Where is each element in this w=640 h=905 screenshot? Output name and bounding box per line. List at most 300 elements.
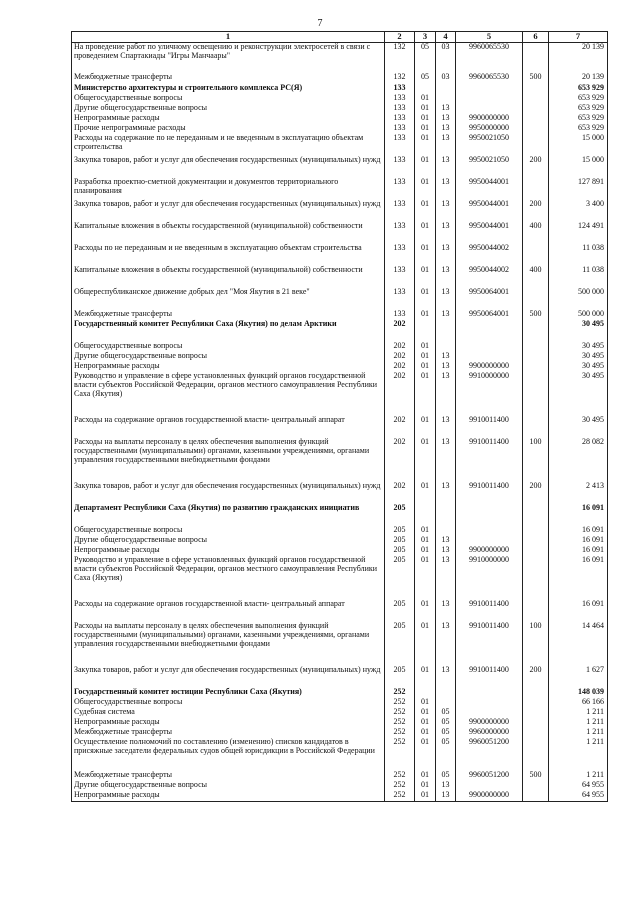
cell-c4: 05 — [436, 728, 456, 738]
cell-c4 — [436, 688, 456, 698]
cell-c3: 01 — [415, 372, 436, 416]
cell-c3: 01 — [415, 698, 436, 708]
row-label: Межбюджетные трансферты — [72, 771, 385, 781]
cell-c3: 01 — [415, 178, 436, 200]
cell-c4: 05 — [436, 718, 456, 728]
cell-c3: 01 — [415, 266, 436, 288]
cell-c6 — [523, 362, 549, 372]
cell-c3: 01 — [415, 536, 436, 546]
row-label: Министерство архитектуры и строительного комплекса РС(Я) — [72, 84, 385, 94]
cell-c7: 30 495 — [549, 352, 608, 362]
table-row — [72, 222, 608, 244]
cell-c4: 13 — [436, 781, 456, 791]
row-label: Общереспубликанское движение добрых дел "Моя Якутия в 21 веке" — [72, 288, 385, 310]
cell-c3 — [415, 504, 436, 526]
cell-c6: 400 — [523, 222, 549, 244]
row-label: Межбюджетные трансферты — [72, 73, 385, 84]
cell-c5: 9950000000 — [456, 124, 523, 134]
table-row — [72, 482, 608, 504]
column-header: 5 — [456, 32, 523, 43]
cell-c4: 13 — [436, 666, 456, 688]
cell-c4: 13 — [436, 104, 456, 114]
row-label: Непрограммные расходы — [72, 546, 385, 556]
cell-c3: 05 — [415, 43, 436, 74]
row-label: Закупка товаров, работ и услуг для обеспечения государственных (муниципальных) нужд — [72, 200, 385, 222]
cell-c3: 01 — [415, 622, 436, 666]
cell-c5: 9960051200 — [456, 738, 523, 771]
cell-c7: 653 929 — [549, 94, 608, 104]
cell-c7: 16 091 — [549, 546, 608, 556]
cell-c6 — [523, 178, 549, 200]
cell-c7: 500 000 — [549, 288, 608, 310]
cell-c4: 03 — [436, 73, 456, 84]
cell-c7: 30 495 — [549, 416, 608, 438]
cell-c7: 653 929 — [549, 124, 608, 134]
row-label: Межбюджетные трансферты — [72, 310, 385, 320]
cell-c5: 9910011400 — [456, 416, 523, 438]
cell-c6 — [523, 556, 549, 600]
row-label: Государственный комитет Республики Саха (Якутия) по делам Арктики — [72, 320, 385, 342]
cell-c5: 9960065530 — [456, 73, 523, 84]
cell-c7: 20 139 — [549, 73, 608, 84]
cell-c6: 200 — [523, 666, 549, 688]
cell-c6 — [523, 416, 549, 438]
column-header: 2 — [385, 32, 415, 43]
row-label: Общегосударственные вопросы — [72, 698, 385, 708]
cell-c2: 252 — [385, 688, 415, 698]
cell-c6 — [523, 546, 549, 556]
cell-c6 — [523, 124, 549, 134]
row-label: Судебная система — [72, 708, 385, 718]
row-label: Расходы на выплаты персоналу в целях обеспечения выполнения функций государственными (муниципальными) органами, казенными учреждениями, органами управления государственными внебюджетными фондами — [72, 622, 385, 666]
cell-c7: 1 627 — [549, 666, 608, 688]
row-label: Руководство и управление в сфере установленных функций органов государственной власти субъектов Российской Федерации, органов местного самоуправления Республики Саха (Якутия) — [72, 372, 385, 416]
cell-c7: 16 091 — [549, 556, 608, 600]
cell-c7: 1 211 — [549, 718, 608, 728]
cell-c5: 9900000000 — [456, 718, 523, 728]
cell-c7: 11 038 — [549, 244, 608, 266]
cell-c2: 133 — [385, 94, 415, 104]
table-row — [72, 556, 608, 600]
row-label: Разработка проектно-сметной документации и документов территориального планирования — [72, 178, 385, 200]
cell-c3: 01 — [415, 352, 436, 362]
cell-c3: 01 — [415, 771, 436, 781]
row-label: Расходы по не переданным и не введенным в эксплуатацию объектам строительства — [72, 244, 385, 266]
cell-c5: 9950021050 — [456, 134, 523, 156]
cell-c2: 252 — [385, 718, 415, 728]
cell-c6 — [523, 728, 549, 738]
row-label: Общегосударственные вопросы — [72, 342, 385, 352]
row-label: Непрограммные расходы — [72, 718, 385, 728]
cell-c6 — [523, 43, 549, 74]
cell-c7: 1 211 — [549, 738, 608, 771]
cell-c3: 01 — [415, 362, 436, 372]
column-header: 3 — [415, 32, 436, 43]
cell-c6 — [523, 526, 549, 536]
column-header: 1 — [72, 32, 385, 43]
table-row — [72, 738, 608, 771]
cell-c7: 64 955 — [549, 781, 608, 791]
cell-c7: 16 091 — [549, 600, 608, 622]
cell-c2: 133 — [385, 244, 415, 266]
table-row — [72, 438, 608, 482]
row-label: Расходы на содержание органов государственной власти- центральный аппарат — [72, 600, 385, 622]
cell-c4 — [436, 504, 456, 526]
cell-c2: 205 — [385, 536, 415, 546]
cell-c2: 133 — [385, 200, 415, 222]
cell-c4: 13 — [436, 178, 456, 200]
cell-c4: 13 — [436, 124, 456, 134]
cell-c4: 05 — [436, 771, 456, 781]
cell-c7: 148 039 — [549, 688, 608, 698]
table-row — [72, 288, 608, 310]
table-row — [72, 134, 608, 156]
cell-c2: 205 — [385, 556, 415, 600]
cell-c5: 9900000000 — [456, 791, 523, 802]
row-label: Осуществление полномочий по составлению (изменению) списков кандидатов в присяжные заседатели федеральных судов общей юрисдикции в Российской Федерации — [72, 738, 385, 771]
cell-c3: 01 — [415, 526, 436, 536]
cell-c6: 500 — [523, 771, 549, 781]
cell-c6: 500 — [523, 73, 549, 84]
cell-c2: 252 — [385, 771, 415, 781]
cell-c5: 9950044001 — [456, 200, 523, 222]
cell-c7: 653 929 — [549, 114, 608, 124]
cell-c7: 30 495 — [549, 342, 608, 352]
row-label: Другие общегосударственные вопросы — [72, 352, 385, 362]
cell-c7: 653 929 — [549, 84, 608, 94]
cell-c5 — [456, 698, 523, 708]
cell-c7: 16 091 — [549, 526, 608, 536]
cell-c7: 66 166 — [549, 698, 608, 708]
column-header: 6 — [523, 32, 549, 43]
table-row — [72, 156, 608, 178]
cell-c5: 9910011400 — [456, 666, 523, 688]
cell-c5: 9950064001 — [456, 310, 523, 320]
row-label: Межбюджетные трансферты — [72, 728, 385, 738]
cell-c2: 133 — [385, 310, 415, 320]
cell-c3: 01 — [415, 94, 436, 104]
row-label: Капитальные вложения в объекты государственной (муниципальной) собственности — [72, 222, 385, 244]
cell-c3: 01 — [415, 200, 436, 222]
cell-c6 — [523, 84, 549, 94]
cell-c7: 30 495 — [549, 362, 608, 372]
cell-c4: 13 — [436, 482, 456, 504]
row-label: Закупка товаров, работ и услуг для обеспечения государственных (муниципальных) нужд — [72, 482, 385, 504]
cell-c3: 01 — [415, 600, 436, 622]
row-label: Непрограммные расходы — [72, 114, 385, 124]
table-row — [72, 200, 608, 222]
cell-c3: 01 — [415, 416, 436, 438]
cell-c4: 05 — [436, 738, 456, 771]
cell-c5: 9950044002 — [456, 244, 523, 266]
cell-c5: 9910011400 — [456, 438, 523, 482]
cell-c3: 05 — [415, 73, 436, 84]
cell-c6 — [523, 781, 549, 791]
cell-c4: 13 — [436, 416, 456, 438]
table-row — [72, 698, 608, 708]
cell-c6 — [523, 738, 549, 771]
cell-c5: 9960065530 — [456, 43, 523, 74]
cell-c2: 133 — [385, 288, 415, 310]
cell-c3: 01 — [415, 114, 436, 124]
cell-c7: 20 139 — [549, 43, 608, 74]
cell-c2: 133 — [385, 104, 415, 114]
cell-c3: 01 — [415, 288, 436, 310]
cell-c6: 200 — [523, 200, 549, 222]
cell-c7: 16 091 — [549, 504, 608, 526]
cell-c6 — [523, 718, 549, 728]
row-label: Расходы на содержание органов государственной власти- центральный аппарат — [72, 416, 385, 438]
cell-c7: 127 891 — [549, 178, 608, 200]
cell-c5 — [456, 342, 523, 352]
cell-c2: 202 — [385, 372, 415, 416]
cell-c7: 15 000 — [549, 156, 608, 178]
table-row — [72, 666, 608, 688]
cell-c3: 01 — [415, 482, 436, 504]
cell-c3: 01 — [415, 156, 436, 178]
cell-c2: 205 — [385, 666, 415, 688]
cell-c2: 252 — [385, 708, 415, 718]
cell-c7: 653 929 — [549, 104, 608, 114]
cell-c2: 133 — [385, 114, 415, 124]
cell-c6: 100 — [523, 438, 549, 482]
cell-c4: 13 — [436, 310, 456, 320]
cell-c7: 124 491 — [549, 222, 608, 244]
row-label: Руководство и управление в сфере установленных функций органов государственной власти субъектов Российской Федерации, органов местного самоуправления Республики Саха (Якутия) — [72, 556, 385, 600]
column-header: 7 — [549, 32, 608, 43]
cell-c6: 100 — [523, 622, 549, 666]
cell-c6 — [523, 791, 549, 802]
cell-c3: 01 — [415, 708, 436, 718]
cell-c6 — [523, 600, 549, 622]
cell-c2: 205 — [385, 622, 415, 666]
row-label: Другие общегосударственные вопросы — [72, 104, 385, 114]
cell-c3 — [415, 320, 436, 342]
cell-c2: 202 — [385, 320, 415, 342]
row-label: Государственный комитет юстиции Республики Саха (Якутия) — [72, 688, 385, 698]
table-row — [72, 244, 608, 266]
row-label: Непрограммные расходы — [72, 362, 385, 372]
cell-c2: 252 — [385, 781, 415, 791]
cell-c4 — [436, 84, 456, 94]
cell-c6 — [523, 94, 549, 104]
cell-c2: 202 — [385, 352, 415, 362]
cell-c5: 9900000000 — [456, 114, 523, 124]
row-label: Расходы на выплаты персоналу в целях обеспечения выполнения функций государственными (муниципальными) органами, казенными учреждениями, органами управления государственными внебюджетными фондами — [72, 438, 385, 482]
cell-c2: 133 — [385, 222, 415, 244]
cell-c4: 03 — [436, 43, 456, 74]
column-header: 4 — [436, 32, 456, 43]
table-row — [72, 178, 608, 200]
table-row — [72, 266, 608, 288]
cell-c2: 133 — [385, 134, 415, 156]
row-label: Непрограммные расходы — [72, 791, 385, 802]
cell-c2: 205 — [385, 504, 415, 526]
cell-c5: 9910011400 — [456, 622, 523, 666]
cell-c3: 01 — [415, 781, 436, 791]
cell-c3: 01 — [415, 342, 436, 352]
table-row — [72, 43, 608, 74]
cell-c6 — [523, 104, 549, 114]
cell-c6 — [523, 320, 549, 342]
cell-c4: 13 — [436, 536, 456, 546]
cell-c4: 13 — [436, 266, 456, 288]
row-label: На проведение работ по уличному освещению и реконструкции электросетей в связи с проведением Спартакиады "Игры Манчаары" — [72, 43, 385, 74]
cell-c2: 252 — [385, 738, 415, 771]
table-row — [72, 600, 608, 622]
page-number: 7 — [317, 18, 323, 29]
cell-c6: 400 — [523, 266, 549, 288]
cell-c2: 205 — [385, 600, 415, 622]
cell-c5: 9900000000 — [456, 546, 523, 556]
cell-c6 — [523, 504, 549, 526]
cell-c7: 1 211 — [549, 708, 608, 718]
cell-c5: 9950064001 — [456, 288, 523, 310]
row-label: Общегосударственные вопросы — [72, 526, 385, 536]
row-label: Департамент Республики Саха (Якутия) по развитию гражданских инициатив — [72, 504, 385, 526]
cell-c2: 202 — [385, 482, 415, 504]
table-row — [72, 320, 608, 342]
cell-c6 — [523, 372, 549, 416]
row-label: Закупка товаров, работ и услуг для обеспечения государственных (муниципальных) нужд — [72, 666, 385, 688]
cell-c3: 01 — [415, 556, 436, 600]
row-label: Расходы на содержание по не переданным и не введенным в эксплуатацию объектам строительства — [72, 134, 385, 156]
cell-c4: 13 — [436, 546, 456, 556]
cell-c3: 01 — [415, 104, 436, 114]
cell-c3: 01 — [415, 546, 436, 556]
cell-c4: 13 — [436, 222, 456, 244]
budget-table — [71, 31, 608, 802]
cell-c2: 202 — [385, 416, 415, 438]
cell-c2: 202 — [385, 342, 415, 352]
cell-c7: 30 495 — [549, 372, 608, 416]
cell-c6 — [523, 352, 549, 362]
cell-c2: 205 — [385, 526, 415, 536]
cell-c2: 133 — [385, 178, 415, 200]
cell-c4: 13 — [436, 622, 456, 666]
cell-c7: 500 000 — [549, 310, 608, 320]
cell-c5: 9950044001 — [456, 222, 523, 244]
cell-c3: 01 — [415, 728, 436, 738]
cell-c4: 13 — [436, 134, 456, 156]
cell-c4: 13 — [436, 362, 456, 372]
row-label: Прочие непрограммные расходы — [72, 124, 385, 134]
table-row — [72, 504, 608, 526]
cell-c5 — [456, 504, 523, 526]
cell-c5: 9910000000 — [456, 556, 523, 600]
cell-c6 — [523, 342, 549, 352]
cell-c5: 9910000000 — [456, 372, 523, 416]
cell-c6 — [523, 288, 549, 310]
cell-c6: 200 — [523, 156, 549, 178]
cell-c4: 13 — [436, 156, 456, 178]
cell-c7: 1 211 — [549, 728, 608, 738]
cell-c7: 1 211 — [549, 771, 608, 781]
cell-c4: 13 — [436, 372, 456, 416]
cell-c2: 132 — [385, 73, 415, 84]
table-header — [72, 32, 608, 43]
row-label: Другие общегосударственные вопросы — [72, 536, 385, 546]
cell-c2: 133 — [385, 266, 415, 288]
cell-c5: 9960051200 — [456, 771, 523, 781]
table-row — [72, 416, 608, 438]
cell-c7: 15 000 — [549, 134, 608, 156]
cell-c2: 132 — [385, 43, 415, 74]
cell-c6 — [523, 244, 549, 266]
cell-c2: 252 — [385, 698, 415, 708]
cell-c6 — [523, 688, 549, 698]
cell-c3: 01 — [415, 134, 436, 156]
cell-c5 — [456, 320, 523, 342]
cell-c7: 30 495 — [549, 320, 608, 342]
cell-c7: 2 413 — [549, 482, 608, 504]
cell-c3: 01 — [415, 244, 436, 266]
cell-c2: 133 — [385, 156, 415, 178]
cell-c4: 13 — [436, 556, 456, 600]
cell-c4: 05 — [436, 708, 456, 718]
cell-c2: 133 — [385, 124, 415, 134]
cell-c5 — [456, 688, 523, 698]
cell-c5: 9960000000 — [456, 728, 523, 738]
cell-c5: 9950021050 — [456, 156, 523, 178]
cell-c4: 13 — [436, 600, 456, 622]
cell-c5 — [456, 526, 523, 536]
cell-c3: 01 — [415, 222, 436, 244]
cell-c5: 9950044002 — [456, 266, 523, 288]
cell-c2: 133 — [385, 84, 415, 94]
cell-c4: 13 — [436, 352, 456, 362]
cell-c6: 500 — [523, 310, 549, 320]
cell-c2: 252 — [385, 791, 415, 802]
cell-c7: 3 400 — [549, 200, 608, 222]
cell-c6 — [523, 698, 549, 708]
cell-c5: 9950044001 — [456, 178, 523, 200]
row-label: Другие общегосударственные вопросы — [72, 781, 385, 791]
cell-c3: 01 — [415, 718, 436, 728]
cell-c4: 13 — [436, 244, 456, 266]
table-row — [72, 622, 608, 666]
cell-c2: 205 — [385, 546, 415, 556]
cell-c7: 14 464 — [549, 622, 608, 666]
row-label: Закупка товаров, работ и услуг для обеспечения государственных (муниципальных) нужд — [72, 156, 385, 178]
cell-c3: 01 — [415, 666, 436, 688]
cell-c3: 01 — [415, 124, 436, 134]
cell-c6: 200 — [523, 482, 549, 504]
cell-c4: 13 — [436, 438, 456, 482]
cell-c4: 13 — [436, 200, 456, 222]
cell-c3: 01 — [415, 438, 436, 482]
table-row — [72, 372, 608, 416]
cell-c5: 9900000000 — [456, 362, 523, 372]
cell-c6 — [523, 114, 549, 124]
cell-c4 — [436, 320, 456, 342]
cell-c6 — [523, 536, 549, 546]
cell-c2: 202 — [385, 438, 415, 482]
cell-c4: 13 — [436, 791, 456, 802]
cell-c5 — [456, 94, 523, 104]
row-label: Общегосударственные вопросы — [72, 94, 385, 104]
table-row — [72, 791, 608, 802]
cell-c6 — [523, 134, 549, 156]
cell-c7: 11 038 — [549, 266, 608, 288]
cell-c4: 13 — [436, 288, 456, 310]
cell-c4: 13 — [436, 114, 456, 124]
cell-c5 — [456, 84, 523, 94]
row-label: Капитальные вложения в объекты государственной (муниципальной) собственности — [72, 266, 385, 288]
cell-c6 — [523, 708, 549, 718]
cell-c3: 01 — [415, 310, 436, 320]
cell-c7: 64 955 — [549, 791, 608, 802]
